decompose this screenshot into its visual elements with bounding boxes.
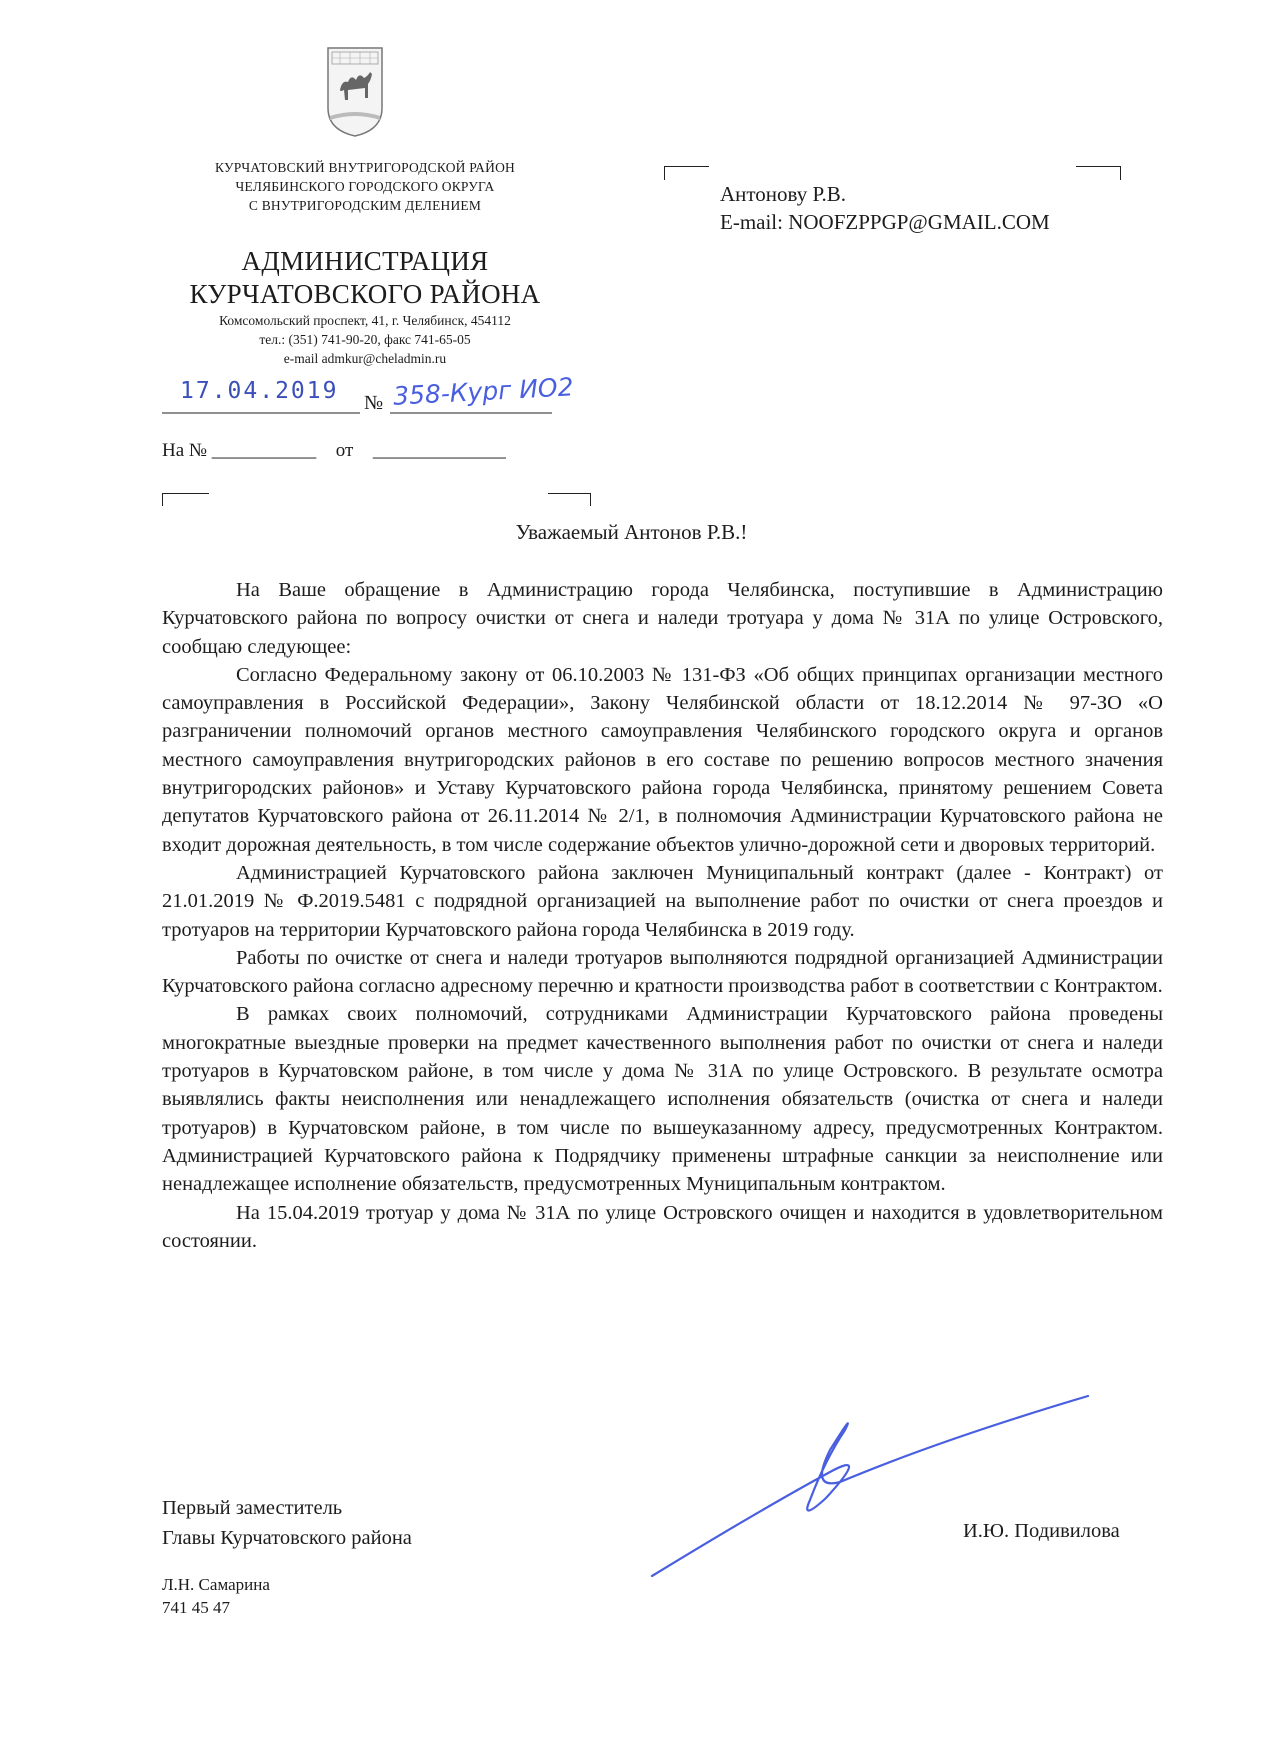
district-name-line: С ВНУТРИГОРОДСКИМ ДЕЛЕНИЕМ xyxy=(248,198,482,213)
left-corner-bracket-left xyxy=(162,493,209,506)
body-paragraph: В рамках своих полномочий, сотрудниками Администрации Курчатовского района проведены многократные выездные проверки на предмет качественного выполнения работ по очистки от снега и наледи тротуаров в Курчатовском районе, в том числе у дома № 31А по улице Островского. В результате осмотра выявлялись факты неисполнения или ненадлежащего исполнения обязательств (очистка от снега и наледи тротуаров) в Курчатовском районе, в том числе по вышеуказанному адресу, предусмотренных Контрактом. Администрацией Курчатовского района к Подрядчику применены штрафные санкции за неисполнение или ненадлежащее исполнение обязательств, предусмотренных Муниципальным контрактом. xyxy=(162,1003,1163,1196)
left-corner-bracket-right xyxy=(548,493,591,506)
address-line: Комсомольский проспект, 41, г. Челябинск, 454112 xyxy=(219,313,511,328)
district-name-line: КУРЧАТОВСКИЙ ВНУТРИГОРОДСКОЙ РАЙОН xyxy=(215,160,515,175)
administration-title-line: КУРЧАТОВСКОГО РАЙОНА xyxy=(189,279,541,309)
administration-title-line: АДМИНИСТРАЦИЯ xyxy=(241,246,489,276)
addressee-name: Антонову Р.В. xyxy=(720,182,847,206)
signatory-position-line: Главы Курчатовского района xyxy=(162,1527,412,1549)
district-name-line: ЧЕЛЯБИНСКОГО ГОРОДСКОГО ОКРУГА xyxy=(235,179,495,194)
contact-block xyxy=(165,311,565,368)
registration-number-handwritten: 358-Кург ИО2 xyxy=(392,372,575,411)
signatory-name: И.Ю. Подивилова xyxy=(963,1520,1120,1542)
body-paragraph: Согласно Федеральному закону от 06.10.2003 № 131-ФЗ «Об общих принципах организации местного самоуправления в Российской Федерации», Закону Челябинской области от 18.12.2014 № 97-ЗО «О разграничении полномочий органов местного самоуправления Челябинского городского округа и органов местного самоуправления внутригородских районов в его составе по решению вопросов местного значения внутригородских районов» и Уставу Курчатовского района города Челябинска, принятому решением Совета депутатов Курчатовского района от 26.11.2014 № 2/1, в полномочия Администрации Курчатовского района не входит дорожная деятельность, в том числе содержание объектов улично-дорожной сети и дворовых территорий. xyxy=(162,663,1163,856)
handwritten-signature xyxy=(640,1390,1100,1590)
addressee-corner-bracket-left xyxy=(664,166,709,180)
phone-line: тел.: (351) 741-90-20, факс 741-65-05 xyxy=(259,332,471,347)
body-paragraph: На Ваше обращение в Администрацию города Челябинска, поступившие в Администрацию Курчатовского района по вопросу очистки от снега и наледи тротуара у дома № 31А по улице Островского, сообщаю следующее: xyxy=(162,579,1163,658)
reference-number-blank: ___________ xyxy=(211,440,317,461)
letter-body xyxy=(162,576,1163,1255)
body-paragraph: Работы по очистке от снега и наледи тротуаров выполняются подрядной организацией Администрации Курчатовского района согласно адресному перечню и кратности производства работ в соответствии с Контрактом. xyxy=(162,946,1163,998)
signatory-position xyxy=(162,1493,412,1553)
executor-block xyxy=(162,1573,270,1619)
reference-from-label: от xyxy=(335,440,354,461)
executor-phone: 741 45 47 xyxy=(162,1598,230,1617)
district-name-block xyxy=(160,158,570,215)
addressee-email: E-mail: NOOFZPPGP@GMAIL.COM xyxy=(720,210,1050,234)
coat-of-arms-emblem xyxy=(326,46,384,138)
email-line: e-mail admkur@cheladmin.ru xyxy=(283,351,447,366)
registration-date-stamp: 17.04.2019 xyxy=(180,378,339,404)
addressee-block xyxy=(720,180,1050,236)
body-paragraph: Администрацией Курчатовского района заключен Муниципальный контракт (далее - Контракт) от 21.01.2019 № Ф.2019.5481 с подрядной организацией на выполнение работ по очистки от снега проездов и тротуаров на территории Курчатовского района города Челябинска в 2019 году. xyxy=(162,861,1163,941)
reference-row xyxy=(162,440,506,462)
signatory-position-line: Первый заместитель xyxy=(162,1497,343,1519)
administration-title xyxy=(165,245,565,311)
executor-name: Л.Н. Самарина xyxy=(162,1575,270,1594)
registration-number-label: № xyxy=(364,392,384,414)
reference-from-blank: ______________ xyxy=(372,440,506,461)
body-paragraph: На 15.04.2019 тротуар у дома № 31А по улице Островского очищен и находится в удовлетворительном состоянии. xyxy=(162,1201,1163,1252)
reference-number-label: На № xyxy=(162,440,208,461)
greeting: Уважаемый Антонов Р.В.! xyxy=(515,520,748,544)
addressee-corner-bracket-right xyxy=(1076,166,1121,180)
